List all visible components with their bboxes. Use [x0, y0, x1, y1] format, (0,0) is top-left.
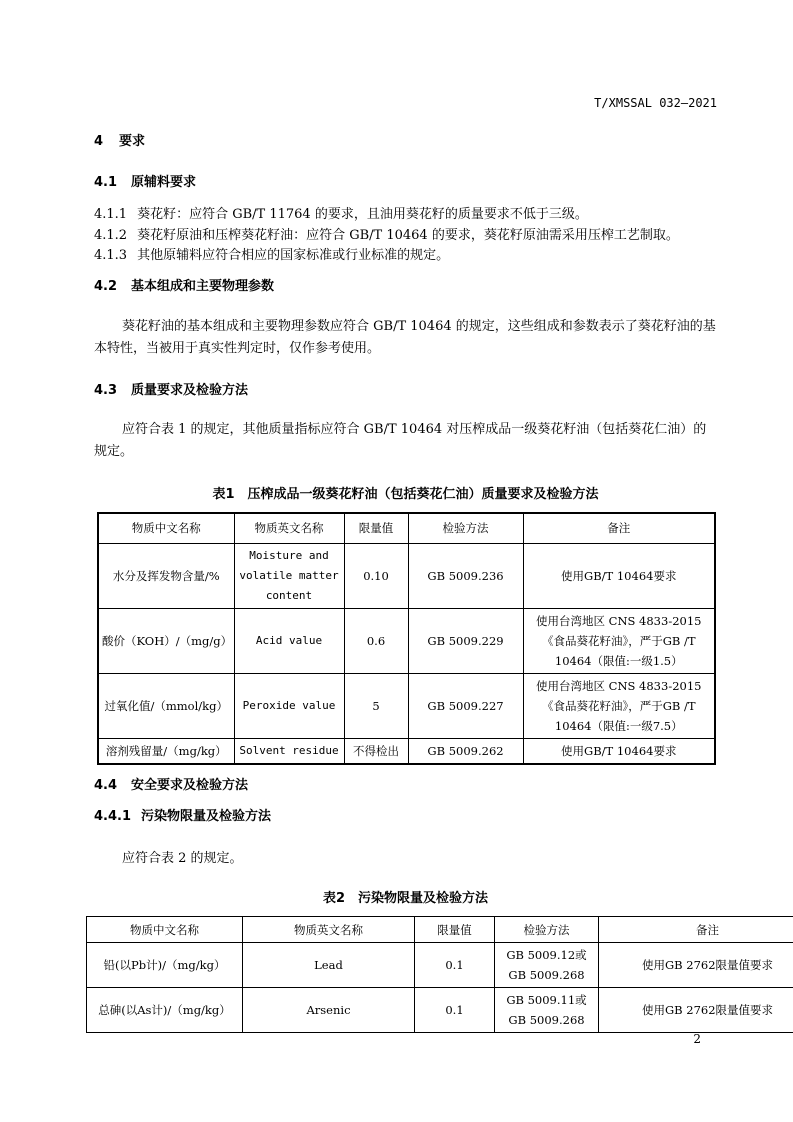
note-cell: 使用GB/T 10464要求	[523, 738, 715, 764]
table-header-row	[98, 513, 715, 543]
section-4-2-heading	[94, 275, 274, 294]
section-4-4-1-heading	[94, 805, 271, 824]
header-cell: 物质英文名称	[243, 917, 415, 943]
section-title: 质量要求及检验方法	[131, 383, 249, 398]
method-line: GB 5009.12或	[506, 948, 587, 962]
header-cell: 限量值	[415, 917, 495, 943]
paragraph-4-4-1: 应符合表 2 的规定。	[122, 851, 243, 866]
en-name-cell: Arsenic	[243, 988, 415, 1033]
section-4-1-heading	[94, 171, 196, 190]
table-row	[87, 988, 793, 1033]
header-cell: 检验方法	[495, 917, 599, 943]
table-1-caption: 表1 压榨成品一级葵花籽油（包括葵花仁油）质量要求及检验方法	[212, 487, 599, 502]
header-cell: 检验方法	[408, 513, 523, 543]
limit-cell: 0.1	[415, 943, 495, 988]
section-title: 原辅料要求	[131, 175, 197, 190]
document-id: T/XMSSAL 032—2021	[594, 96, 717, 110]
cn-name-cell: 溶剂残留量/（mg/kg）	[98, 738, 234, 764]
header-cell: 物质中文名称	[87, 917, 243, 943]
note-cell: 使用GB 2762限量值要求	[599, 943, 793, 988]
cn-name-cell: 过氧化值/（mmol/kg）	[98, 673, 234, 738]
clause-number: 4.1.2	[94, 228, 128, 243]
section-4-heading	[94, 130, 145, 149]
header-cell: 物质中文名称	[98, 513, 234, 543]
limit-cell: 0.10	[344, 543, 408, 608]
clause-text: 葵花籽：应符合 GB/T 11764 的要求，且油用葵花籽的质量要求不低于三级。	[137, 207, 588, 222]
header-cell: 备注	[523, 513, 715, 543]
section-title: 要求	[119, 134, 146, 149]
note-cell: 使用GB/T 10464要求	[523, 543, 715, 608]
en-name-cell: Lead	[243, 943, 415, 988]
section-number: 4.4.1	[94, 809, 132, 824]
en-name-cell: Moisture and volatile matter content	[234, 543, 344, 608]
limit-cell: 不得检出	[344, 738, 408, 764]
table-row	[87, 943, 793, 988]
clause-text: 其他原辅料应符合相应的国家标准或行业标准的规定。	[137, 248, 450, 263]
note-cell: 使用台湾地区 CNS 4833-2015《食品葵花籽油》，严于GB /T 10464（限值:一级7.5）	[523, 673, 715, 738]
table-2-caption: 表2 污染物限量及检验方法	[322, 891, 489, 906]
method-cell: GB 5009.227	[408, 673, 523, 738]
method-cell: GB 5009.236	[408, 543, 523, 608]
en-name-cell: Solvent residue	[234, 738, 344, 764]
section-4-4-heading	[94, 774, 248, 793]
section-4-3-heading	[94, 379, 248, 398]
cn-name-cell: 铅(以Pb计)/（mg/kg）	[87, 943, 243, 988]
section-number: 4.3	[94, 383, 118, 398]
note-cell: 使用GB 2762限量值要求	[599, 988, 793, 1033]
clause-text: 葵花籽原油和压榨葵花籽油：应符合 GB/T 10464 的要求，葵花籽原油需采用压榨工艺制取。	[137, 228, 679, 243]
method-cell	[495, 943, 599, 988]
table-row	[98, 543, 715, 608]
cn-name-cell: 水分及挥发物含量/%	[98, 543, 234, 608]
clause-number: 4.1.3	[94, 248, 128, 263]
en-name-cell: Peroxide value	[234, 673, 344, 738]
paragraph-4-3: 应符合表 1 的规定，其他质量指标应符合 GB/T 10464 对压榨成品一级葵花籽油（包括葵花仁油）的规定。	[94, 422, 707, 459]
method-cell: GB 5009.262	[408, 738, 523, 764]
section-number: 4.1	[94, 175, 118, 190]
section-title: 污染物限量及检验方法	[141, 809, 272, 824]
clause-number: 4.1.1	[94, 207, 128, 222]
note-cell: 使用台湾地区 CNS 4833-2015《食品葵花籽油》，严于GB /T 10464（限值:一级1.5）	[523, 608, 715, 673]
table-row	[98, 738, 715, 764]
section-number: 4	[94, 134, 104, 149]
page-number: 2	[693, 1032, 701, 1046]
en-name-cell: Acid value	[234, 608, 344, 673]
section-number: 4.4	[94, 778, 118, 793]
method-cell	[495, 988, 599, 1033]
header-cell: 限量值	[344, 513, 408, 543]
method-line: GB 5009.268	[508, 1013, 585, 1027]
method-line: GB 5009.11或	[506, 993, 587, 1007]
limit-cell: 5	[344, 673, 408, 738]
limit-cell: 0.6	[344, 608, 408, 673]
section-number: 4.2	[94, 279, 118, 294]
table-row	[98, 608, 715, 673]
clause-4-1-3	[94, 244, 449, 263]
limit-cell: 0.1	[415, 988, 495, 1033]
table-header-row	[87, 917, 793, 943]
table-2	[86, 916, 793, 1033]
paragraph-4-2: 葵花籽油的基本组成和主要物理参数应符合 GB/T 10464 的规定，这些组成和参数表示了葵花籽油的基本特性，当被用于真实性判定时，仅作参考使用。	[94, 319, 716, 356]
table-row	[98, 673, 715, 738]
clause-4-1-1	[94, 203, 588, 222]
header-cell: 备注	[599, 917, 793, 943]
header-cell: 物质英文名称	[234, 513, 344, 543]
cn-name-cell: 总砷(以As计)/（mg/kg）	[87, 988, 243, 1033]
table-1	[97, 512, 716, 765]
clause-4-1-2	[94, 224, 679, 243]
cn-name-cell: 酸价（KOH）/（mg/g）	[98, 608, 234, 673]
section-title: 基本组成和主要物理参数	[131, 279, 275, 294]
method-line: GB 5009.268	[508, 968, 585, 982]
section-title: 安全要求及检验方法	[131, 778, 249, 793]
method-cell: GB 5009.229	[408, 608, 523, 673]
